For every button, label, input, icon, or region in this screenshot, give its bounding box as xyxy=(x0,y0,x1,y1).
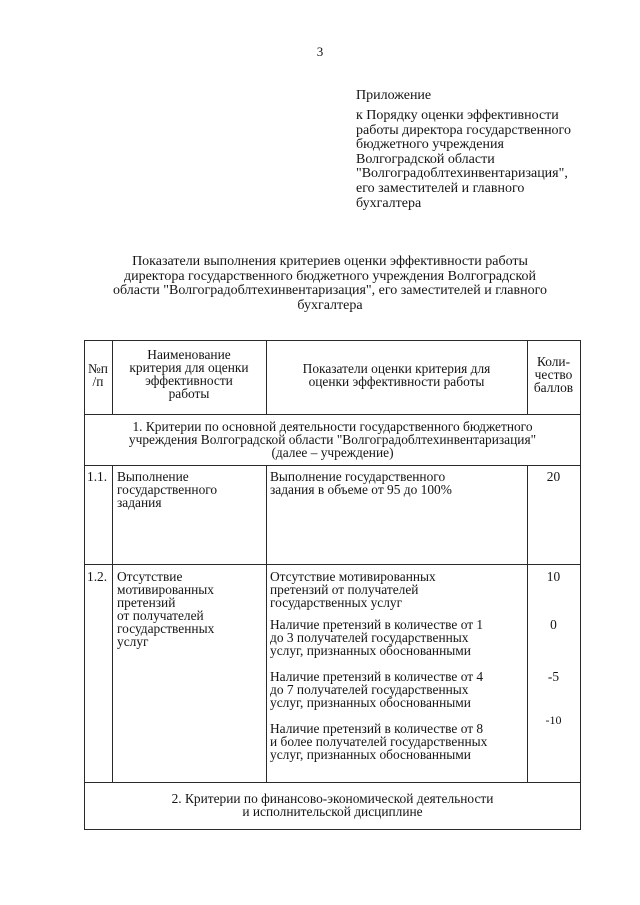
title-line: Показатели выполнения критериев оценки эффективности работы xyxy=(132,254,528,269)
criterion-line: государственных xyxy=(117,621,215,636)
criterion-line: государственного xyxy=(117,482,218,497)
header-criterion-line: работы xyxy=(168,386,210,401)
table-border-right xyxy=(580,340,581,830)
indicator-line: Наличие претензий в количестве от 8 xyxy=(270,721,484,736)
table-border-bottom xyxy=(84,829,581,830)
row-1-1-points: 20 xyxy=(546,469,561,484)
indicator-line: Выполнение государственного xyxy=(270,469,446,484)
indicator-line: Наличие претензий в количестве от 4 xyxy=(270,669,484,684)
row-1-2-points-a: 10 xyxy=(546,569,561,584)
document-title xyxy=(70,255,590,313)
section-2-heading xyxy=(84,792,581,818)
row-1-2-indicator-b xyxy=(270,618,525,657)
appendix-line: Волгоградской области xyxy=(356,151,495,167)
row-1-1-criterion xyxy=(117,470,265,509)
header-indicators-line: оценки эффективности работы xyxy=(308,374,485,389)
appendix-line: его заместителей и главного xyxy=(356,180,525,196)
section1-bottom-border xyxy=(84,465,581,466)
indicator-line: услуг, признанных обоснованными xyxy=(270,747,471,762)
criteria-table xyxy=(84,340,581,830)
indicator-line: государственных услуг xyxy=(270,595,403,610)
title-line: бухгалтера xyxy=(297,297,363,313)
title-line: области "Волгоградоблтехинвентаризация", его заместителей и главного xyxy=(113,283,547,299)
col-sep xyxy=(112,465,113,783)
appendix-line: бюджетного учреждения xyxy=(356,137,504,153)
title-line: директора государственного бюджетного учреждения Волгоградской xyxy=(123,268,537,284)
row-1-2-num: 1.2. xyxy=(87,569,108,584)
header-criterion-line: критерия для оценки xyxy=(129,360,249,375)
header-criterion-line: Наименование xyxy=(147,347,231,362)
row-1-2-points-d: -10 xyxy=(545,713,562,727)
indicator-line: задания в объеме от 95 до 100% xyxy=(270,482,452,497)
row-1-2-points-b: 0 xyxy=(550,617,557,632)
appendix-line: работы директора государственного xyxy=(356,122,571,138)
indicator-line: претензий от получателей xyxy=(270,582,419,597)
criterion-line: претензий xyxy=(117,595,176,610)
criterion-line: от получателей xyxy=(117,608,204,623)
section-2-line: 2. Критерии по финансово-экономической деятельности xyxy=(171,791,494,806)
appendix-line: бухгалтера xyxy=(356,195,422,211)
row-1-2-criterion xyxy=(117,570,265,648)
section-1-line: 1. Критерии по основной деятельности государственного бюджетного xyxy=(132,419,533,434)
criterion-line: Отсутствие xyxy=(117,569,183,584)
section-2-line: и исполнительской дисциплине xyxy=(242,804,423,819)
section-1-heading xyxy=(84,420,581,459)
row-1-1-indicator xyxy=(270,470,525,496)
appendix-text xyxy=(356,109,616,211)
appendix-line: к Порядку оценки эффективности xyxy=(356,108,559,123)
criterion-line: Выполнение xyxy=(117,469,189,484)
indicator-line: и более получателей государственных xyxy=(270,734,488,749)
header-criterion xyxy=(112,348,266,400)
indicator-line: Наличие претензий в количестве от 1 xyxy=(270,617,484,632)
row-1-2-bottom-border xyxy=(84,782,581,783)
row-1-1-bottom-border xyxy=(84,564,581,565)
col-sep xyxy=(266,465,267,783)
indicator-line: до 7 получателей государственных xyxy=(270,682,469,697)
row-1-2-indicator-d xyxy=(270,722,525,761)
appendix-title: Приложение xyxy=(356,88,432,103)
page-number: 3 xyxy=(316,44,324,59)
header-points-line: чество xyxy=(534,367,573,382)
header-bottom-border xyxy=(84,414,581,415)
table-border-top xyxy=(84,340,581,341)
header-points-line: баллов xyxy=(533,380,574,395)
indicator-line: Отсутствие мотивированных xyxy=(270,569,436,584)
appendix-line: "Волгоградоблтехинвентаризация", xyxy=(356,166,568,182)
table-border-left xyxy=(84,340,85,830)
header-num-line: /п xyxy=(92,374,104,389)
indicator-line: до 3 получателей государственных xyxy=(270,630,469,645)
row-1-1-num: 1.1. xyxy=(87,469,108,484)
criterion-line: услуг xyxy=(117,634,149,649)
row-1-2-points-c: -5 xyxy=(547,669,560,684)
section-1-line: учреждения Волгоградской области "Волгоградоблтехинвентаризация" xyxy=(128,432,537,447)
criterion-line: мотивированных xyxy=(117,582,215,597)
header-indicators xyxy=(266,362,527,388)
header-indicators-line: Показатели оценки критерия для xyxy=(302,361,491,376)
row-1-2-indicator-a xyxy=(270,570,525,609)
indicator-line: услуг, признанных обоснованными xyxy=(270,695,471,710)
header-points xyxy=(527,355,580,394)
section-1-line: (далее – учреждение) xyxy=(271,445,394,460)
row-1-2-indicator-c xyxy=(270,670,525,709)
header-num-line: №п xyxy=(88,361,108,376)
header-criterion-line: эффективности xyxy=(145,373,233,388)
indicator-line: услуг, признанных обоснованными xyxy=(270,643,471,658)
criterion-line: задания xyxy=(117,495,162,510)
header-num xyxy=(84,362,112,388)
header-points-line: Коли- xyxy=(536,354,571,369)
